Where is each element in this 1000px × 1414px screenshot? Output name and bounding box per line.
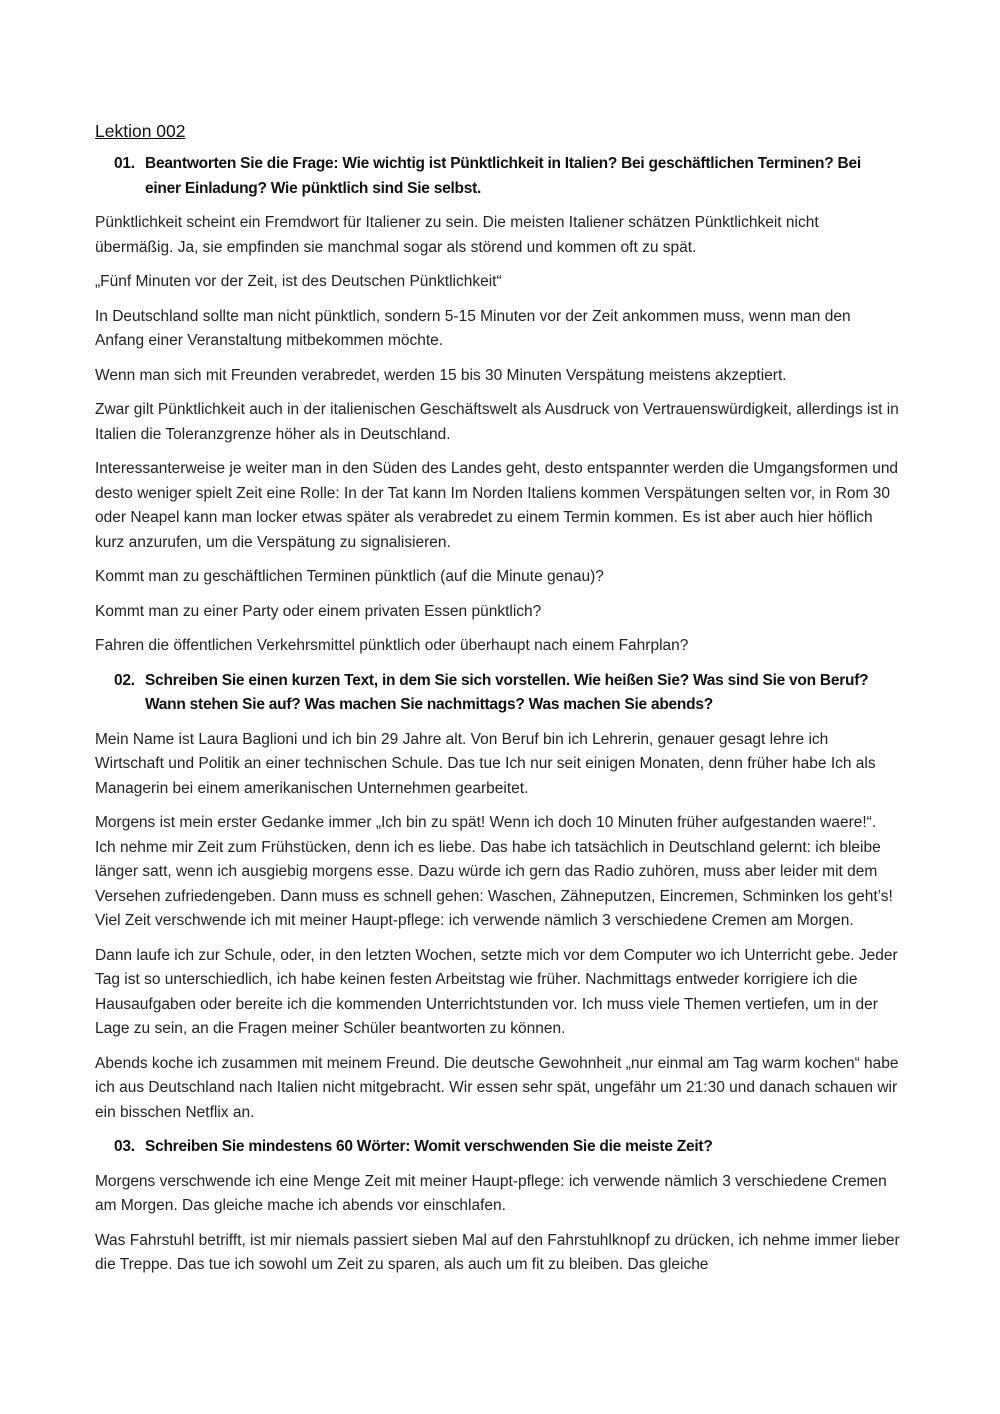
- paragraph: Interessanterweise je weiter man in den Süden des Landes geht, desto entspannter werden die Umgangsformen und desto weniger spielt Zeit eine Rolle: In der Tat kann Im Norden Italiens kommen Verspätungen selten vor, in Rom 30 oder Neapel kann man locker etwas später als verabredet zu einem Termin kommen. Es ist aber auch hier höflich kurz anzurufen, um die Verspätung zu signalisieren.: [95, 460, 899, 551]
- question-number: 01.: [114, 155, 135, 172]
- question-heading: [95, 1135, 900, 1160]
- question-text: Beantworten Sie die Frage: Wie wichtig ist Pünktlichkeit in Italien? Bei geschäftlichen Terminen? Bei einer Einladung? Wie pünktlich sind Sie selbst.: [145, 155, 861, 197]
- paragraph: Abends koche ich zusammen mit meinem Freund. Die deutsche Gewohnheit „nur einmal am Tag warm kochen“ habe ich aus Deutschland nach Italien nicht mitgebracht. Wir essen sehr spät, ungefähr um 21:30 und danach schauen wir ein bisschen Netflix an.: [95, 1054, 899, 1121]
- paragraph: „Fünf Minuten vor der Zeit, ist des Deutschen Pünktlichkeit“: [95, 273, 502, 290]
- paragraph: Morgens verschwende ich eine Menge Zeit mit meiner Haupt-pflege: ich verwende nämlich 3 verschiedene Cremen am Morgen. Das gleiche mache ich abends vor einschlafen.: [95, 1172, 887, 1214]
- paragraph: Dann laufe ich zur Schule, oder, in den letzten Wochen, setzte mich vor dem Computer wo ich Unterricht gebe. Jeder Tag ist so unterschiedlich, ich habe keinen festen Arbeitstag wie früher. Nachmittags entweder korrigiere ich die Hausaufgaben oder bereite ich die kommenden Unterrichtstunden vor. Ich muss viele Themen vertiefen, um in der Lage zu sein, an die Fragen meiner Schüler beantworten zu können.: [95, 946, 898, 1037]
- question-number: 03.: [114, 1138, 135, 1155]
- document-title: Lektion 002: [95, 121, 186, 141]
- question-heading: [95, 669, 900, 718]
- paragraph: Was Fahrstuhl betrifft, ist mir niemals passiert sieben Mal auf den Fahrstuhlknopf zu drücken, ich nehme immer lieber die Treppe. Das tue ich sowohl um Zeit zu sparen, als auch um fit zu bleiben. Das gleiche: [95, 1231, 900, 1273]
- paragraph: In Deutschland sollte man nicht pünktlich, sondern 5-15 Minuten vor der Zeit ankommen muss, wenn man den Anfang einer Veranstaltung mitbekommen möchte.: [95, 307, 851, 349]
- paragraph: Kommt man zu einer Party oder einem privaten Essen pünktlich?: [95, 602, 542, 620]
- paragraph: Kommt man zu geschäftlichen Terminen pünktlich (auf die Minute genau)?: [95, 568, 604, 585]
- paragraph: Zwar gilt Pünktlichkeit auch in der italienischen Geschäftswelt als Ausdruck von Vertrauenswürdigkeit, allerdings ist in Italien die Toleranzgrenze höher als in Deutschland.: [95, 401, 899, 443]
- document-page: [95, 118, 900, 1288]
- question-number: 02.: [114, 671, 135, 689]
- paragraph: Morgens ist mein erster Gedanke immer „Ich bin zu spät! Wenn ich doch 10 Minuten früher aufgestanden waere!“. Ich nehme mir Zeit zum Frühstücken, denn ich es liebe. Das habe ich tatsächlich in Deutschland gelernt: ich bleibe länger satt, wenn ich ausgiebig morgens esse. Dazu würde ich gern das Radio zuhören, muss aber leider mit dem Versehen zufriedengeben. Dann muss es schnell gehen: Waschen, Zähneputzen, Eincremen, Schminken los geht’s! Viel Zeit verschwende ich mit meiner Haupt-pflege: ich verwende nämlich 3 verschiedene Cremen am Morgen.: [95, 814, 893, 929]
- paragraph: Pünktlichkeit scheint ein Fremdwort für Italiener zu sein. Die meisten Italiener schätzen Pünktlichkeit nicht übermäßig. Ja, sie empfinden sie manchmal sogar als störend und kommen oft zu spät.: [95, 214, 819, 256]
- section-01: [95, 152, 900, 659]
- question-heading: [95, 152, 900, 201]
- question-text: Schreiben Sie mindestens 60 Wörter: Womit verschwenden Sie die meiste Zeit?: [145, 1138, 713, 1155]
- section-03: [95, 1135, 900, 1278]
- question-text: Schreiben Sie einen kurzen Text, in dem Sie sich vorstellen. Wie heißen Sie? Was sind Sie von Beruf? Wann stehen Sie auf? Was machen Sie nachmittags? Was machen Sie abends?: [145, 671, 869, 713]
- paragraph: Fahren die öffentlichen Verkehrsmittel pünktlich oder überhaupt nach einem Fahrplan?: [95, 637, 689, 654]
- paragraph: Wenn man sich mit Freunden verabredet, werden 15 bis 30 Minuten Verspätung meistens akzeptiert.: [95, 366, 787, 384]
- paragraph: Mein Name ist Laura Baglioni und ich bin 29 Jahre alt. Von Beruf bin ich Lehrerin, genauer gesagt lehre ich Wirtschaft und Politik an einer technischen Schule. Das tue Ich nur seit einigen Monaten, denn früher habe Ich als Managerin bei einem amerikanischen Unternehmen gearbeitet.: [95, 730, 876, 797]
- section-02: [95, 669, 900, 1126]
